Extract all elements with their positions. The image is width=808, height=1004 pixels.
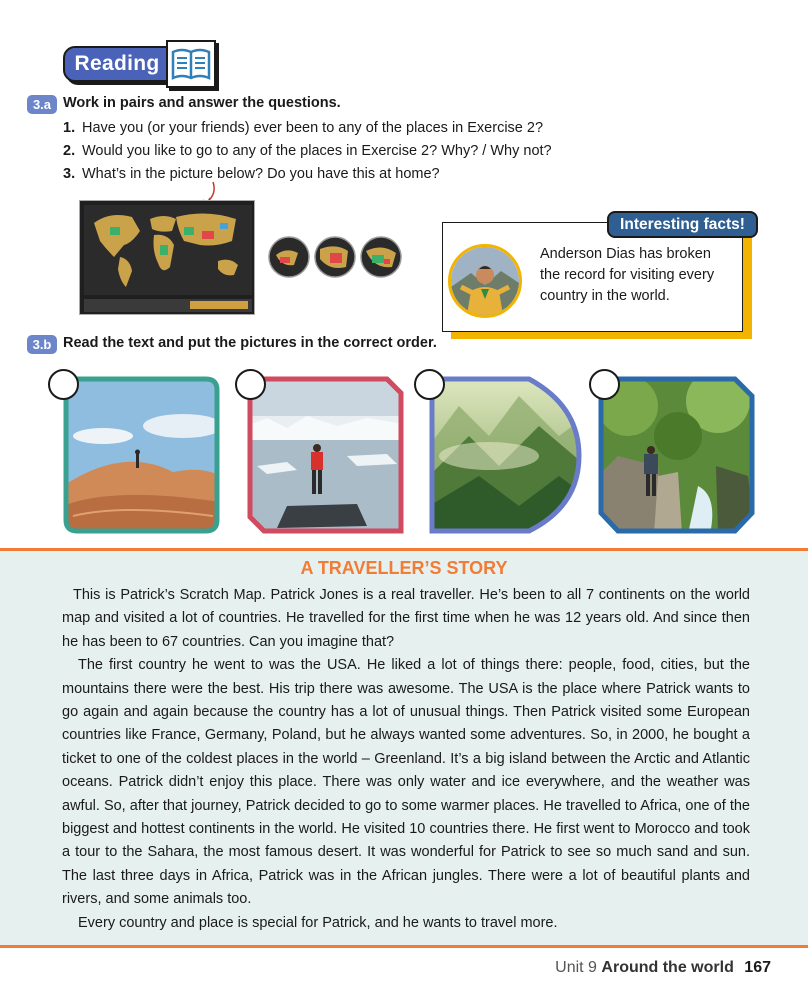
task-instruction-3b: Read the text and put the pictures in the correct order. (63, 335, 437, 351)
story-paragraph: Every country and place is special for Patrick, and he wants to travel more. (78, 914, 558, 931)
question-list (63, 117, 552, 186)
question-item: 1. Have you (or your friends) ever been to any of the places in Exercise 2? (63, 120, 544, 136)
mountains-picture (429, 376, 586, 534)
traveller-photo (448, 244, 522, 318)
question-item: 2. Would you like to go to any of the places in Exercise 2? Why? / Why not? (63, 143, 552, 159)
section-title-reading: Reading (63, 46, 171, 82)
order-answer-circle-3[interactable] (414, 369, 445, 400)
unit-title: Around the world (601, 959, 734, 976)
task-label-3b: 3.b (27, 335, 57, 354)
scratch-map-image (79, 200, 255, 315)
story-paragraph: This is Patrick’s Scratch Map. Patrick Jones is a real traveller. He’s been to all 7 continents on the world map and visited a lot of countries. He travelled for the first time when he was 12 years old. And since then he has been to 67 countries. Can you imagine that? (62, 587, 750, 650)
task-instruction-3a: Work in pairs and answer the questions. (63, 95, 341, 111)
jungle-picture (598, 376, 755, 534)
facts-tag: Interesting facts! (607, 211, 758, 238)
task-label-3a: 3.a (27, 95, 57, 114)
book-icon (166, 40, 216, 88)
order-answer-circle-1[interactable] (48, 369, 79, 400)
facts-text: Anderson Dias has broken the record for visiting every country in the world. (540, 246, 715, 304)
page-number: 167 (744, 959, 771, 976)
scratch-detail-images (268, 235, 404, 279)
unit-number: Unit 9 (555, 959, 597, 976)
page-footer (555, 959, 771, 977)
desert-picture (63, 376, 220, 534)
story-title: A TRAVELLER’S STORY (300, 558, 508, 578)
story-paragraph: The first country he went to was the USA. He liked a lot of things there: people, food, cities, but the mountains there were the best. His trip there was awesome. The USA is the place where Patrick wants to go again and again because the country has a lot of unusual things. Then Patrick visited some European countries like France, Germany, Poland, but he always wanted some adventures. So, in 2000, he bought a ticket to one of the coldest places in the world – Greenland. It’s a big island between the Arctic and Atlantic oceans. Patrick didn’t enjoy this place. There was only water and ice everywhere, and the weather was awful. So, after that journey, Patrick decided to go to some warmer places. He travelled to Africa, one of the biggest and hottest continents in the world. He visited 10 countries there. He first went to Morocco and took a tour to the Sahara, the most famous desert. It was wonderful for Patrick to see so much sand and sun. The last three days in Africa, Patrick was in the African jungles. There were a lot of beautiful plants and rivers, and some animals too. (62, 657, 750, 908)
ice-picture (247, 376, 404, 534)
question-item: 3. What’s in the picture below? Do you have this at home? (63, 166, 440, 182)
story-text (62, 584, 750, 935)
order-answer-circle-4[interactable] (589, 369, 620, 400)
order-answer-circle-2[interactable] (235, 369, 266, 400)
